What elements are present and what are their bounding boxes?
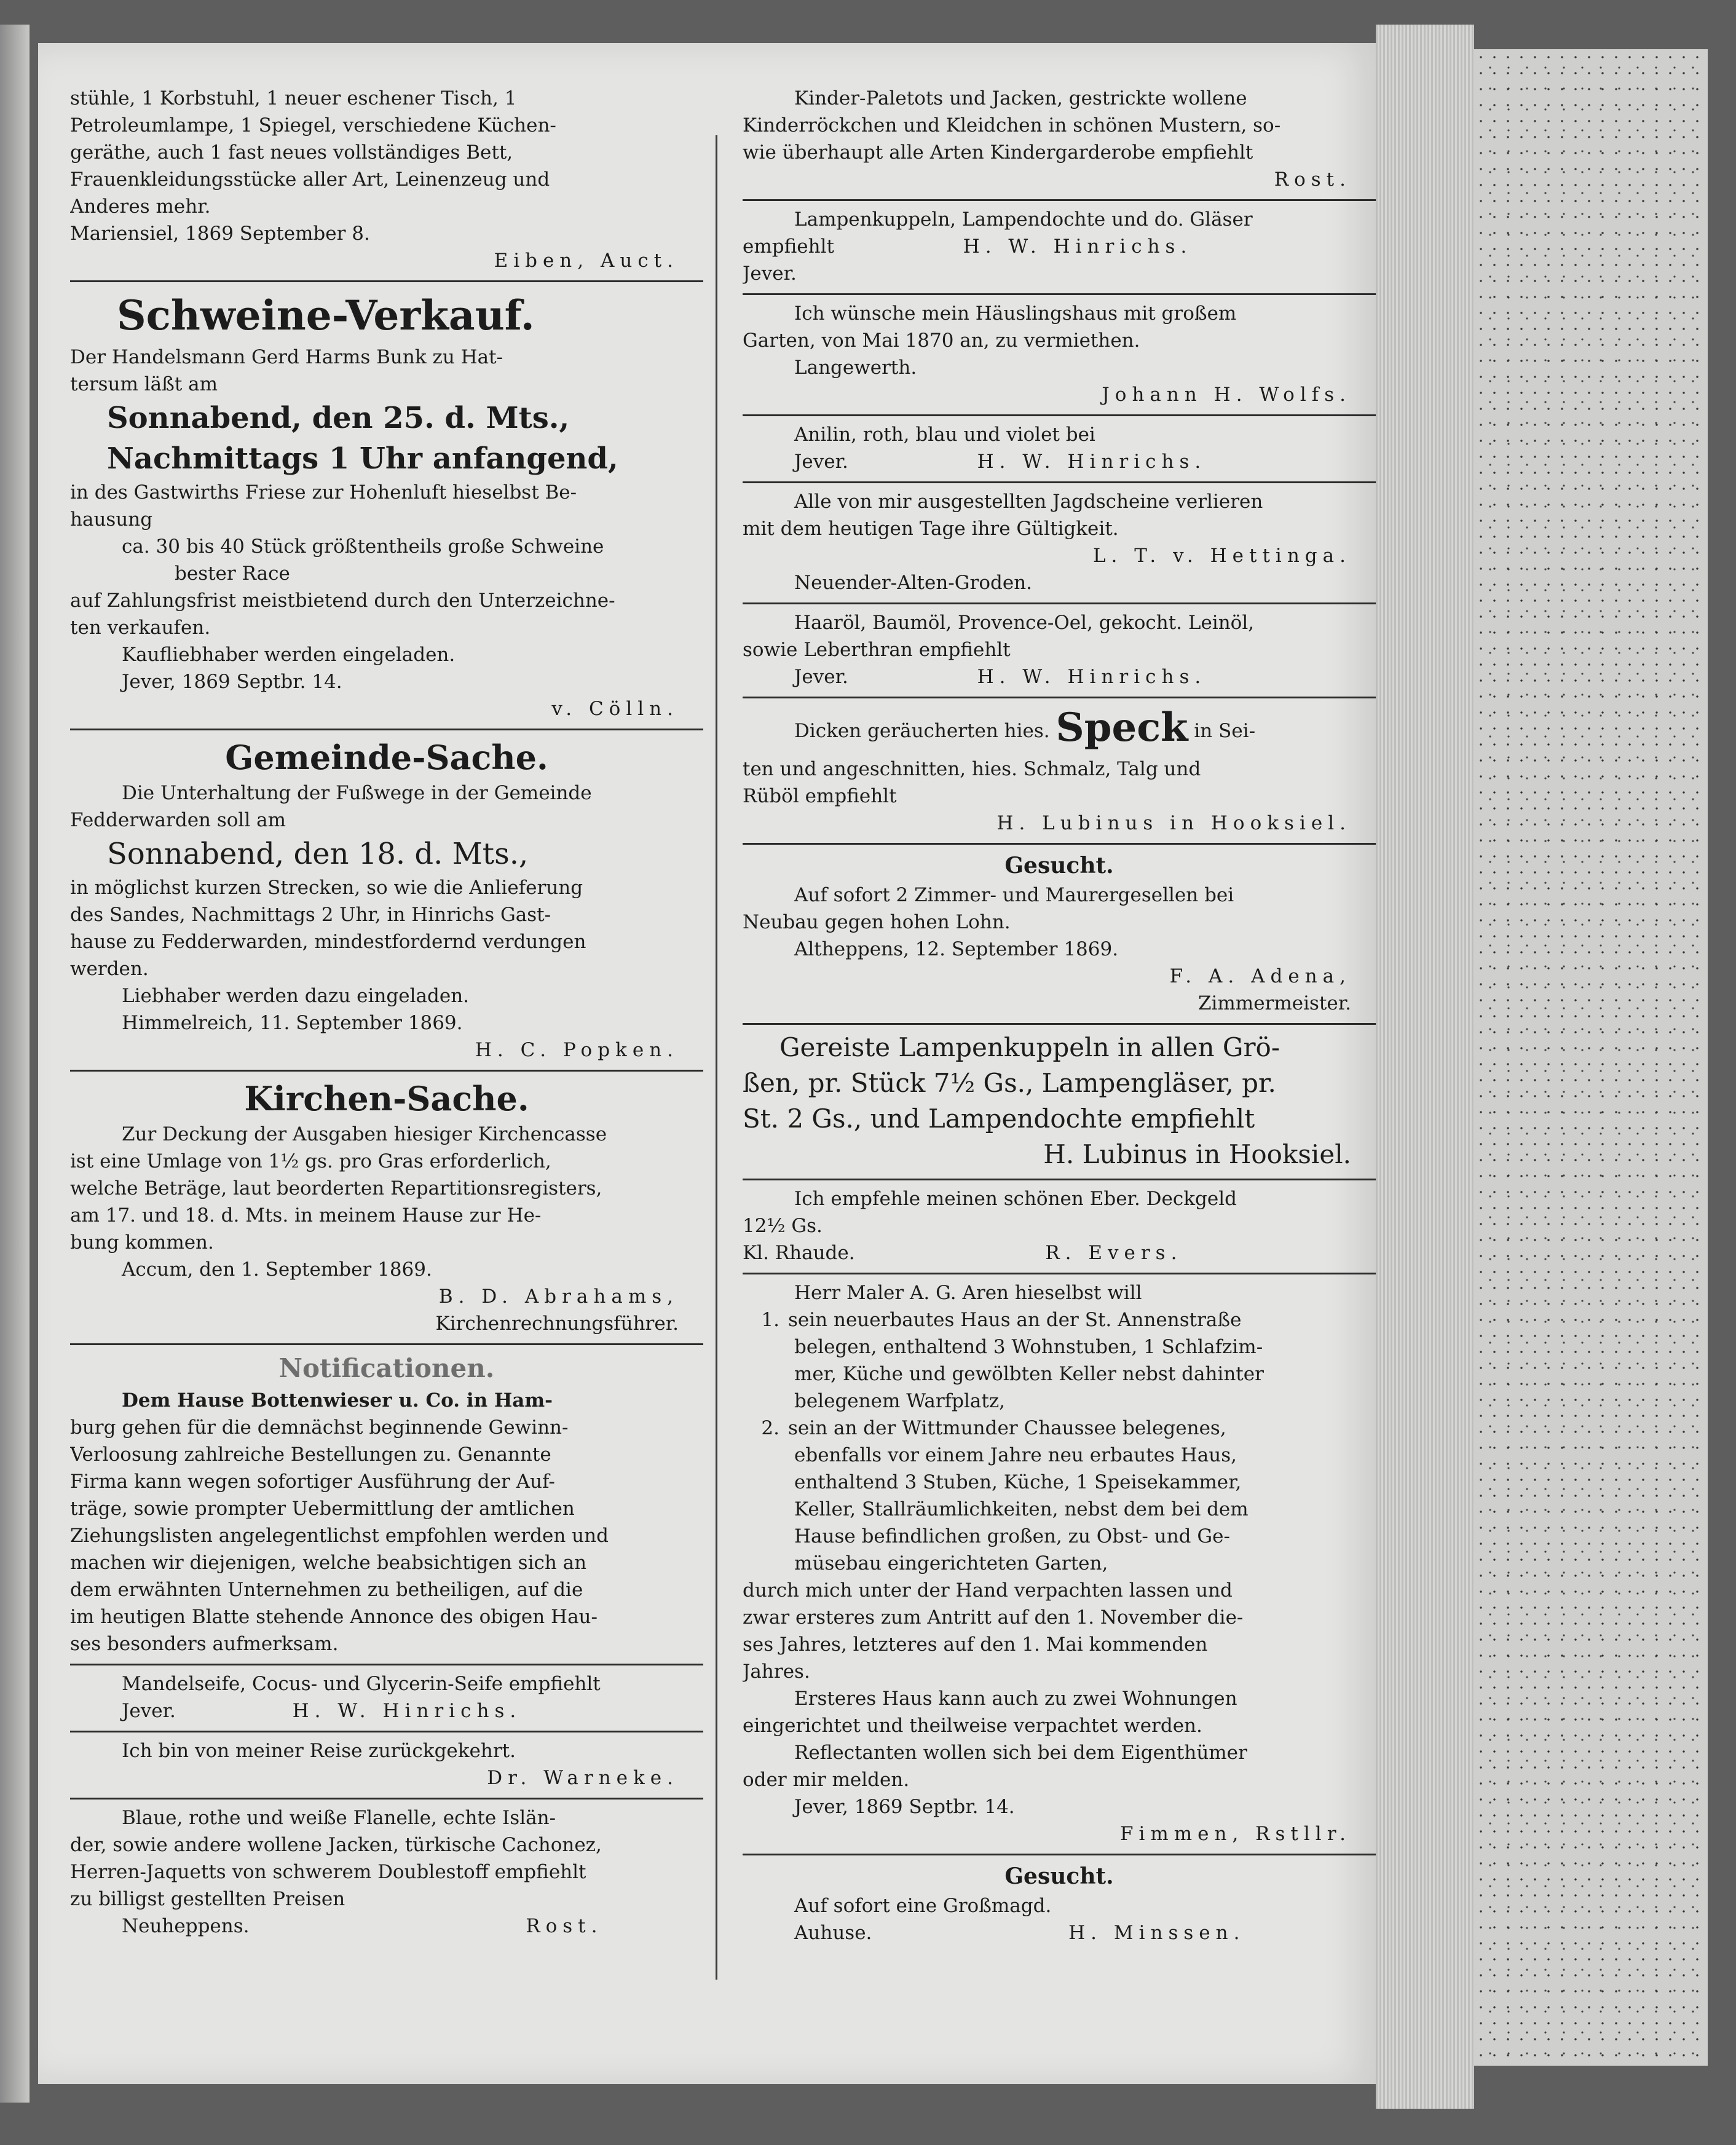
text-line: oder mir melden. <box>743 1769 910 1791</box>
text-line: ten verkaufen. <box>70 617 211 639</box>
text-line: Ich wünsche mein Häuslingshaus mit großem <box>794 302 1237 325</box>
ad-schweine-verkauf <box>70 282 703 730</box>
text-line: Ziehungslisten angelegentlichst empfohlen werden und <box>70 1525 609 1547</box>
text-line: Anilin, roth, blau und violet bei <box>794 424 1095 446</box>
signature: Eiben, Auct. <box>494 250 679 272</box>
text-line: ses Jahres, letzteres auf den 1. Mai kommenden <box>743 1633 1208 1656</box>
signature: Fimmen, Rstllr. <box>1119 1823 1351 1845</box>
ad-haaroel <box>743 604 1376 698</box>
text-line: St. 2 Gs., und Lampendochte empfiehlt <box>743 1104 1255 1134</box>
text-line: Dem Hause Bottenwieser u. Co. in Ham- <box>122 1389 553 1412</box>
text-line: dem erwähnten Unternehmen zu betheiligen, auf die <box>70 1579 583 1601</box>
newspaper-page <box>38 43 1376 2084</box>
text-line: Lampenkuppeln, Lampendochte und do. Gläser <box>794 208 1253 231</box>
list-item-cont: Keller, Stallräumlichkeiten, nebst dem bei dem <box>794 1498 1249 1520</box>
text-line: hause zu Fedderwarden, mindestfordernd verdungen <box>70 931 586 953</box>
text-line: bung kommen. <box>70 1231 214 1254</box>
place: Jever. <box>794 666 848 688</box>
place: Neuheppens. <box>122 1915 250 1937</box>
signature-role: Kirchenrechnungsführer. <box>435 1313 679 1335</box>
signature: H. W. Hinrichs. <box>977 451 1207 473</box>
text-line: mit dem heutigen Tage ihre Gültigkeit. <box>743 518 1119 540</box>
ad-haeuslingshaus <box>743 295 1376 416</box>
text-line: Gereiste Lampenkuppeln in allen Grö- <box>779 1032 1280 1062</box>
text-line: werden. <box>70 958 149 980</box>
place-date: Himmelreich, 11. September 1869. <box>122 1012 463 1034</box>
place-date: Mariensiel, 1869 September 8. <box>70 223 370 245</box>
invite: Liebhaber werden dazu eingeladen. <box>122 985 470 1007</box>
text-line: Petroleumlampe, 1 Spiegel, verschiedene Küchen- <box>70 114 556 136</box>
text-line: Auf sofort eine Großmagd. <box>794 1895 1052 1917</box>
list-item-cont: mer, Küche und gewölbten Keller nebst dahinter <box>794 1363 1264 1385</box>
ad-gemeinde-sache <box>70 730 703 1072</box>
text-line: Neubau gegen hohen Lohn. <box>743 911 1011 933</box>
date-headline: Sonnabend, den 25. d. Mts., <box>107 401 570 435</box>
text-line: zu billigst gestellten Preisen <box>70 1888 345 1910</box>
text-line: Zur Deckung der Ausgaben hiesiger Kirchencasse <box>122 1123 607 1145</box>
ad-eber <box>743 1180 1376 1274</box>
text-line: sowie Leberthran empfiehlt <box>743 639 1011 661</box>
signature: Dr. Warneke. <box>487 1767 679 1789</box>
signature: H. W. Hinrichs. <box>292 1700 522 1722</box>
text-line: zwar ersteres zum Antritt auf den 1. November die- <box>743 1606 1244 1629</box>
text-line: eingerichtet und theilweise verpachtet werden. <box>743 1715 1202 1737</box>
signature: L. T. v. Hettinga. <box>1092 545 1351 567</box>
text-line: Fedderwarden soll am <box>70 809 286 831</box>
ad-speck <box>743 698 1376 845</box>
text-line: durch mich unter der Hand verpachten lassen und <box>743 1579 1233 1602</box>
headline: Gesucht. <box>1004 853 1114 879</box>
text-line: Rüböl empfiehlt <box>743 785 897 807</box>
headline: Schweine-Verkauf. <box>117 291 535 339</box>
place-signature <box>743 448 1376 475</box>
text-line: Verloosung zahlreiche Bestellungen zu. Genannte <box>70 1444 551 1466</box>
text-line: geräthe, auch 1 fast neues vollständiges Bett, <box>70 141 513 164</box>
place-date: Jever, 1869 Septbr. 14. <box>794 1796 1015 1818</box>
text-line <box>743 233 1376 260</box>
text-fragment: in Sei- <box>1194 720 1256 742</box>
text-line: bester Race <box>175 563 290 585</box>
text-line: in des Gastwirths Friese zur Hohenluft hieselbst Be- <box>70 481 577 504</box>
list-item-cont: Hause befindlichen großen, zu Obst- und Ge- <box>794 1525 1230 1547</box>
text-line: des Sandes, Nachmittags 2 Uhr, in Hinrichs Gast- <box>70 904 551 926</box>
list-item-cont: ebenfalls vor einem Jahre neu erbautes Haus, <box>794 1444 1237 1466</box>
speck-display: Speck <box>1055 705 1188 751</box>
text-line: ses besonders aufmerksam. <box>70 1633 339 1655</box>
signature: H. Lubinus in Hooksiel. <box>1043 1139 1351 1169</box>
item-text: sein neuerbautes Haus an der St. Annenstraße <box>788 1309 1242 1331</box>
ad-notificationen <box>70 1345 703 1665</box>
text-line: Kinder-Paletots und Jacken, gestrickte wollene <box>794 87 1247 109</box>
text-fragment: empfiehlt <box>743 235 834 258</box>
page-edges <box>1376 25 1474 2109</box>
text-line: stühle, 1 Korbstuhl, 1 neuer eschener Tisch, 1 <box>70 87 517 109</box>
signature-role: Zimmermeister. <box>1197 992 1351 1014</box>
list-item-cont: belegenem Warfplatz, <box>794 1390 1006 1412</box>
right-column <box>743 80 1376 1953</box>
text-line: der, sowie andere wollene Jacken, türkische Cachonez, <box>70 1834 602 1856</box>
item-number: 1. <box>761 1309 779 1331</box>
text-line: Ersteres Haus kann auch zu zwei Wohnungen <box>794 1688 1237 1710</box>
ad-kirchen-sache <box>70 1072 703 1345</box>
place-signature <box>70 1913 703 1940</box>
ad-kinder-paletots <box>743 80 1376 201</box>
time-headline: Nachmittags 1 Uhr anfangend, <box>107 441 618 476</box>
text-line: ist eine Umlage von 1½ gs. pro Gras erforderlich, <box>70 1150 551 1172</box>
signature: R. Evers. <box>1045 1242 1183 1264</box>
text-line: am 17. und 18. d. Mts. in meinem Hause zur He- <box>70 1204 542 1227</box>
text-line: im heutigen Blatte stehende Annonce des obigen Hau- <box>70 1606 598 1628</box>
signature: Rost. <box>1274 168 1351 191</box>
text-line: wie überhaupt alle Arten Kindergarderobe empfiehlt <box>743 141 1253 164</box>
ad-anilin <box>743 416 1376 483</box>
place-date: Accum, den 1. September 1869. <box>122 1258 432 1281</box>
place-signature <box>743 1919 1376 1946</box>
text-line: Mandelseife, Cocus- und Glycerin-Seife empfiehlt <box>122 1673 601 1695</box>
list-item-cont: enthaltend 3 Stuben, Küche, 1 Speisekammer, <box>794 1471 1242 1493</box>
ad-auction-furniture <box>70 80 703 282</box>
signature: H. Lubinus in Hooksiel. <box>996 812 1351 834</box>
ad-lampenkuppeln <box>743 201 1376 295</box>
headline: Gesucht. <box>1004 1863 1114 1889</box>
place-date: Jever, 1869 Septbr. 14. <box>122 671 342 693</box>
text-line: Die Unterhaltung der Fußwege in der Gemeinde <box>122 782 592 804</box>
place-signature <box>70 1697 703 1724</box>
book-cover-edge <box>1474 49 1708 2066</box>
headline: Kirchen-Sache. <box>244 1079 529 1118</box>
list-item <box>743 1415 1376 1442</box>
text-line: Jahres. <box>743 1661 810 1683</box>
list-item-cont: müsebau eingerichteten Garten, <box>794 1552 1108 1574</box>
place: Langewerth. <box>794 357 917 379</box>
text-line: ßen, pr. Stück 7½ Gs., Lampengläser, pr. <box>743 1068 1276 1098</box>
text-line: ca. 30 bis 40 Stück größtentheils große Schweine <box>122 535 604 558</box>
place-signature <box>743 663 1376 690</box>
text-line: träge, sowie prompter Uebermittlung der amtlichen <box>70 1498 575 1520</box>
text-line: tersum läßt am <box>70 373 218 395</box>
text-line: machen wir diejenigen, welche beabsichtigen sich an <box>70 1552 587 1574</box>
signature: v. Cölln. <box>551 698 679 720</box>
ad-gesucht-gesellen <box>743 845 1376 1025</box>
left-column <box>70 80 703 1946</box>
ad-haus-verpachtung <box>743 1274 1376 1855</box>
headline: Notificationen. <box>278 1353 495 1383</box>
signature: H. Minssen. <box>1068 1922 1245 1944</box>
place-date: Altheppens, 12. September 1869. <box>794 938 1119 960</box>
headline: Gemeinde-Sache. <box>225 738 548 777</box>
text-fragment: Dicken geräucherten hies. <box>794 720 1050 742</box>
place: Auhuse. <box>794 1922 872 1944</box>
text-line: Der Handelsmann Gerd Harms Bunk zu Hat- <box>70 346 503 368</box>
text-line: Ich bin von meiner Reise zurückgekehrt. <box>122 1740 516 1762</box>
place: Neuender-Alten-Groden. <box>794 572 1033 594</box>
text-line: ten und angeschnitten, hies. Schmalz, Talg und <box>743 758 1201 780</box>
ad-jagdscheine <box>743 483 1376 604</box>
signature: B. D. Abrahams, <box>438 1286 679 1308</box>
text-line: 12½ Gs. <box>743 1215 823 1237</box>
text-line: Herren-Jaquetts von schwerem Doublestoff empfiehlt <box>70 1861 586 1883</box>
text-line: Alle von mir ausgestellten Jagdscheine verlieren <box>794 491 1263 513</box>
place: Jever. <box>122 1700 176 1722</box>
signature: F. A. Adena, <box>1169 965 1351 987</box>
text-line: Reflectanten wollen sich bei dem Eigenthümer <box>794 1742 1247 1764</box>
signature: H. W. Hinrichs. <box>963 235 1193 258</box>
text-line: Firma kann wegen sofortiger Ausführung der Auf- <box>70 1471 555 1493</box>
text-line: Blaue, rothe und weiße Flanelle, echte Islän- <box>122 1807 556 1829</box>
text-line: Kinderröckchen und Kleidchen in schönen Mustern, so- <box>743 114 1281 136</box>
place: Jever. <box>794 451 848 473</box>
book-gutter <box>0 25 30 2103</box>
text-line: auf Zahlungsfrist meistbietend durch den Unterzeichne- <box>70 590 615 612</box>
text-line: Auf sofort 2 Zimmer- und Maurergesellen bei <box>794 884 1234 906</box>
text-line: hausung <box>70 508 153 531</box>
text-line: in möglichst kurzen Strecken, so wie die Anlieferung <box>70 877 583 899</box>
signature: H. W. Hinrichs. <box>977 666 1207 688</box>
text-line: welche Beträge, laut beorderten Repartitionsregisters, <box>70 1177 602 1199</box>
text-line: Herr Maler A. G. Aren hieselbst will <box>794 1282 1142 1304</box>
text-line: Haaröl, Baumöl, Provence-Oel, gekocht. Leinöl, <box>794 612 1255 634</box>
item-number: 2. <box>761 1417 779 1439</box>
text-line: Garten, von Mai 1870 an, zu vermiethen. <box>743 330 1140 352</box>
item-text: sein an der Wittmunder Chaussee belegenes, <box>788 1417 1226 1439</box>
date-headline: Sonnabend, den 18. d. Mts., <box>107 837 529 871</box>
ad-mandelseife <box>70 1665 703 1732</box>
list-item <box>743 1306 1376 1333</box>
text-line: Frauenkleidungsstücke aller Art, Leinenzeug und <box>70 168 550 191</box>
signature: H. C. Popken. <box>475 1039 679 1061</box>
ad-gereiste-lampenkuppeln <box>743 1025 1376 1180</box>
place: Kl. Rhaude. <box>743 1242 855 1264</box>
list-item-cont: belegen, enthaltend 3 Wohnstuben, 1 Schlafzim- <box>794 1336 1263 1358</box>
text-line: burg gehen für die demnächst beginnende Gewinn- <box>70 1416 569 1439</box>
place-signature <box>743 1239 1376 1266</box>
text-line: Ich empfehle meinen schönen Eber. Deckgeld <box>794 1188 1237 1210</box>
text-line <box>743 703 1376 756</box>
ad-flanelle <box>70 1799 703 1946</box>
signature: Rost. <box>526 1915 603 1937</box>
ad-reise <box>70 1732 703 1799</box>
ad-gesucht-grossmagd <box>743 1855 1376 1953</box>
signature: Johann H. Wolfs. <box>1102 384 1351 406</box>
text-line: Anderes mehr. <box>70 196 211 218</box>
invite: Kaufliebhaber werden eingeladen. <box>122 644 456 666</box>
place: Jever. <box>743 263 797 285</box>
column-divider <box>716 135 717 1980</box>
